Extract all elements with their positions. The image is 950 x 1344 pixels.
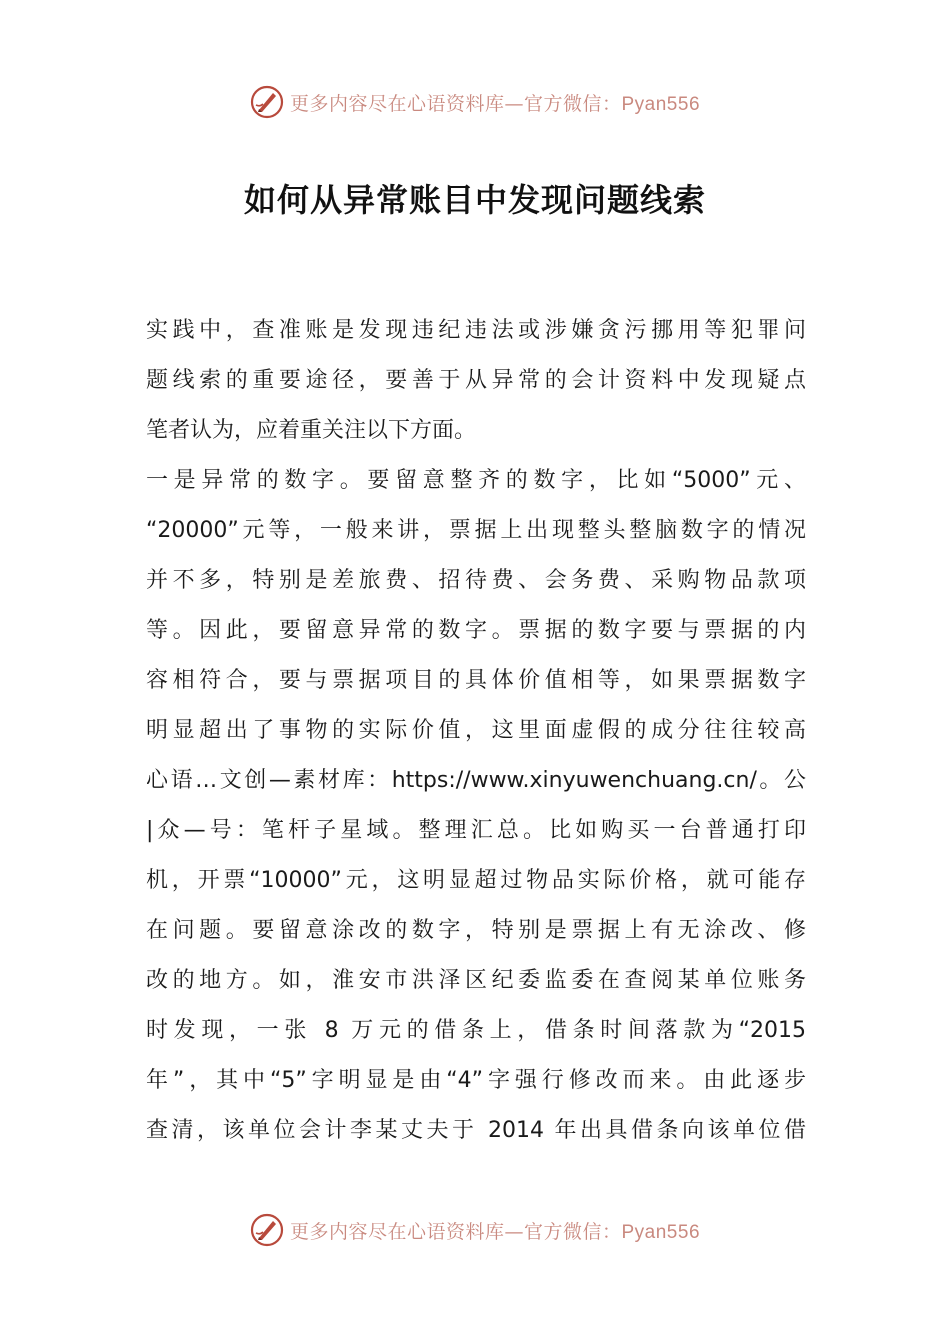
body-line: 在问题。要留意涂改的数字，特别是票据上有无涂改、修	[146, 918, 806, 943]
quill-pen-logo-icon	[250, 85, 284, 119]
body-line: 查清，该单位会计李某丈夫于 2014 年出具借条向该单位借	[146, 1118, 806, 1143]
body-line: 心语…文创—素材库：https://www.xinyuwenchuang.cn/。公	[146, 768, 806, 793]
body-line: 一是异常的数字。要留意整齐的数字，比如“5000”元、	[146, 468, 806, 493]
banner-label: 更多内容尽在心语资料库—官方微信：	[289, 92, 622, 115]
header-banner	[0, 82, 950, 122]
wechat-handle: Pyan556	[621, 93, 701, 115]
body-line: 时发现，一张 8 万元的借条上，借条时间落款为“2015	[146, 1018, 806, 1043]
body-line: 明显超出了事物的实际价值，这里面虚假的成分往往较高	[146, 718, 806, 743]
body-line: 机，开票“10000”元，这明显超过物品实际价格，就可能存	[146, 868, 806, 893]
quill-pen-logo-icon	[250, 1213, 284, 1247]
body-line: 等。因此，要留意异常的数字。票据的数字要与票据的内	[146, 618, 806, 643]
body-line: 笔者认为，应着重关注以下方面。	[146, 418, 477, 443]
body-line: 实践中，查准账是发现违纪违法或涉嫌贪污挪用等犯罪问	[146, 318, 806, 343]
body-line: 改的地方。如，淮安市洪泽区纪委监委在查阅某单位账务	[146, 968, 806, 993]
body-line: 年”，其中“5”字明显是由“4”字强行修改而来。由此逐步	[146, 1068, 806, 1093]
body-line: |众—号：笔杆子星域。整理汇总。比如购买一台普通打印	[146, 818, 806, 843]
body-line: 并不多，特别是差旅费、招待费、会务费、采购物品款项	[146, 568, 806, 593]
banner-text	[290, 1217, 700, 1244]
banner-text	[290, 89, 700, 116]
document-body	[146, 306, 806, 1156]
banner-label: 更多内容尽在心语资料库—官方微信：	[289, 1220, 622, 1243]
document-title: 如何从异常账目中发现问题线索	[243, 181, 706, 219]
body-line: “20000”元等，一般来讲，票据上出现整头整脑数字的情况	[146, 518, 806, 543]
footer-banner	[0, 1210, 950, 1250]
body-line: 题线索的重要途径，要善于从异常的会计资料中发现疑点	[146, 368, 806, 393]
wechat-handle: Pyan556	[621, 1221, 701, 1243]
body-line: 容相符合，要与票据项目的具体价值相等，如果票据数字	[146, 668, 806, 693]
